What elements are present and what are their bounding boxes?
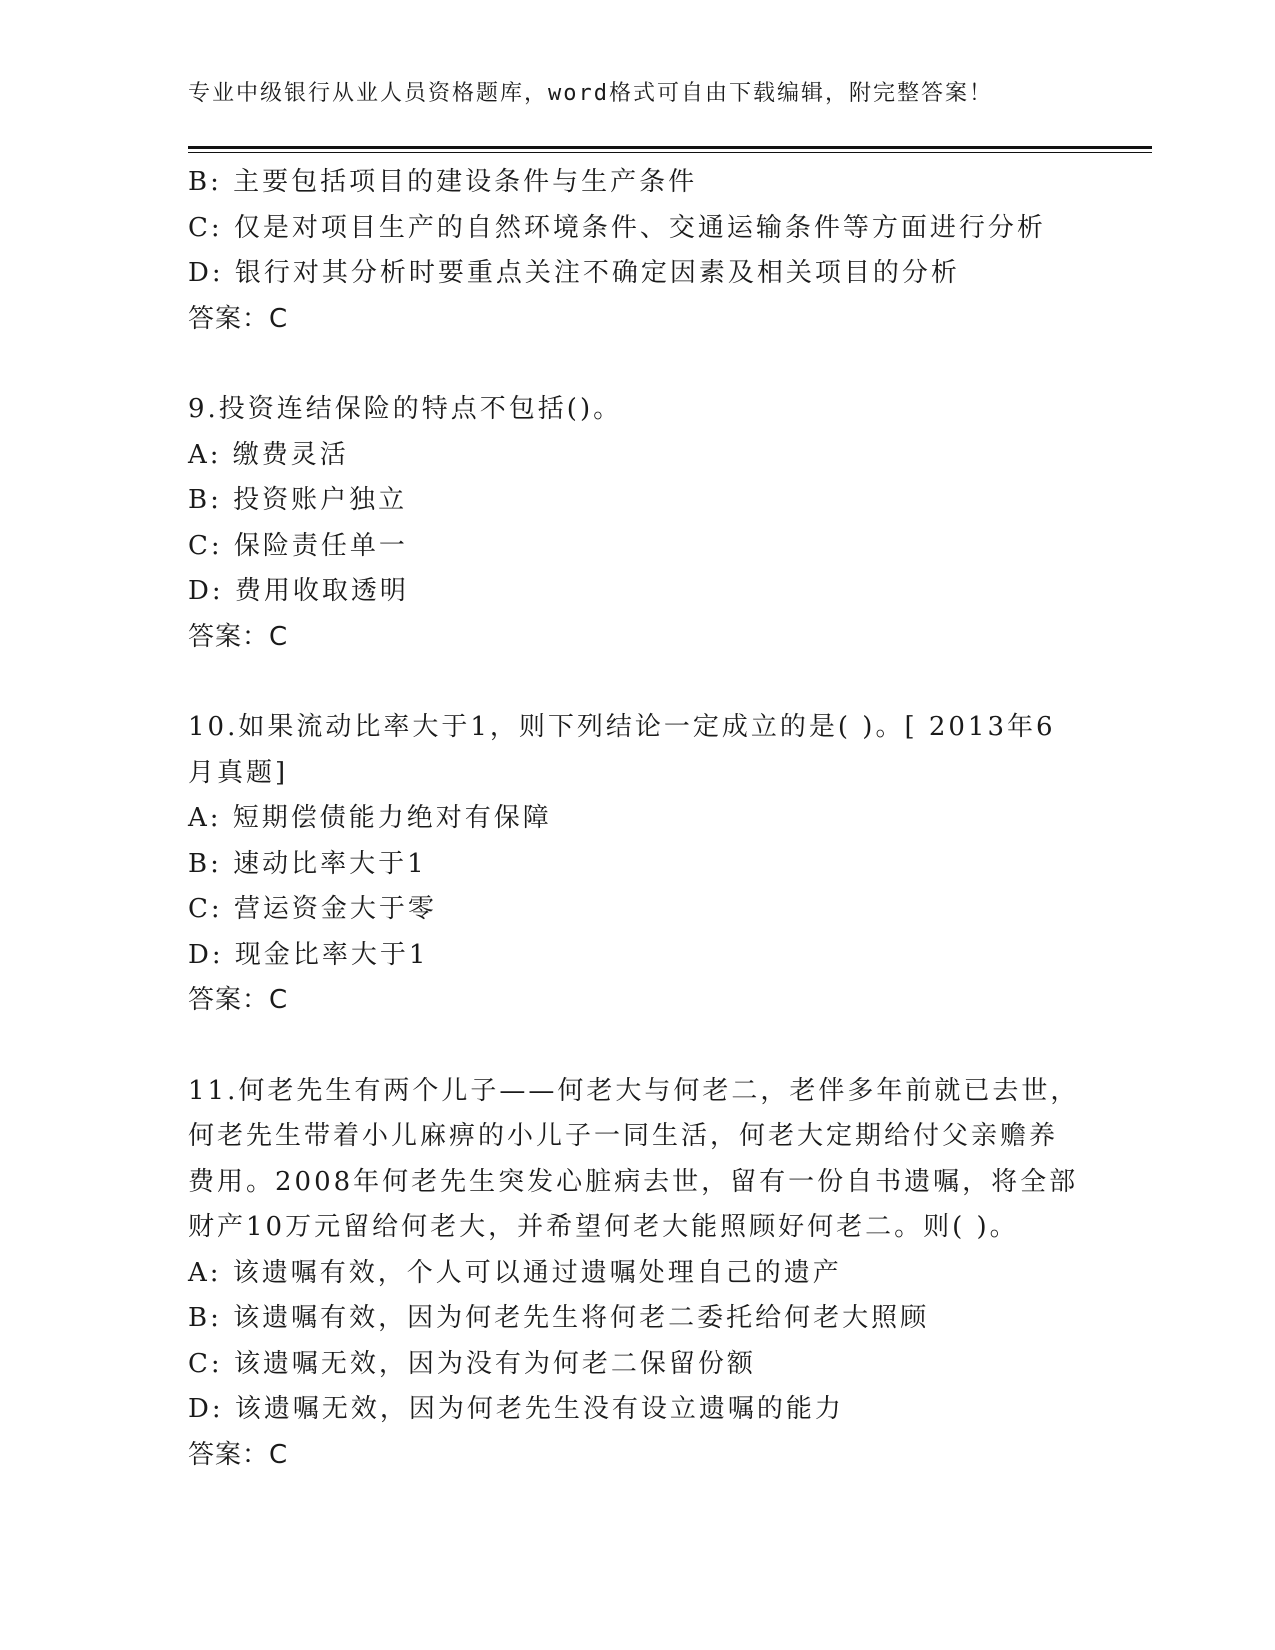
question-stem-line: 11.何老先生有两个儿子——何老大与何老二，老伴多年前就已去世， (188, 1075, 1080, 1106)
option-a: A: 缴费灵活 (188, 439, 349, 470)
option-b: B: 投资账户独立 (188, 485, 408, 515)
question-stem-line: 何老先生带着小儿麻痹的小儿子一同生活，何老大定期给付父亲赡养 (188, 1121, 1059, 1151)
option-b: B: 主要包括项目的建设条件与生产条件 (188, 167, 698, 197)
question-stem-line: 费用。2008年何老先生突发心脏病去世，留有一份自书遗嘱，将全部 (188, 1166, 1079, 1197)
option-d: D: 现金比率大于1 (188, 939, 429, 970)
header-rule-thin (188, 152, 1152, 153)
answer: 答案：C (188, 1439, 289, 1470)
option-d: D: 费用收取透明 (188, 576, 409, 606)
question-8-continued (188, 160, 1078, 342)
option-d: D: 银行对其分析时要重点关注不确定因素及相关项目的分析 (188, 258, 960, 288)
question-9 (188, 387, 1078, 660)
answer: 答案：C (188, 621, 289, 652)
option-c: C: 营运资金大于零 (188, 894, 437, 924)
document-body (188, 160, 1078, 1478)
answer: 答案：C (188, 985, 289, 1015)
question-stem-line: 财产10万元留给何老大，并希望何老大能照顾好何老二。则( )。 (188, 1212, 1019, 1242)
option-c: C: 仅是对项目生产的自然环境条件、交通运输条件等方面进行分析 (188, 212, 1046, 243)
option-b: B: 速动比率大于1 (188, 848, 427, 879)
option-c: C: 保险责任单一 (188, 530, 408, 561)
option-d: D: 该遗嘱无效，因为何老先生没有设立遗嘱的能力 (188, 1394, 844, 1424)
header-rule-thick (188, 146, 1152, 149)
question-stem: 9.投资连结保险的特点不包括()。 (188, 394, 623, 424)
question-stem-line: 月真题] (188, 757, 289, 788)
option-b: B: 该遗嘱有效，因为何老先生将何老二委托给何老大照顾 (188, 1303, 930, 1333)
answer: 答案：C (188, 303, 289, 334)
page-header: 专业中级银行从业人员资格题库，word格式可自由下载编辑，附完整答案！ (188, 81, 993, 106)
option-a: A: 该遗嘱有效，个人可以通过遗嘱处理自己的遗产 (188, 1257, 842, 1288)
option-a: A: 短期偿债能力绝对有保障 (188, 803, 552, 833)
question-11 (188, 1069, 1078, 1479)
question-stem-line: 10.如果流动比率大于1，则下列结论一定成立的是( )。[ 2013年6 (188, 712, 1056, 742)
question-10 (188, 705, 1078, 1024)
option-c: C: 该遗嘱无效，因为没有为何老二保留份额 (188, 1348, 756, 1379)
